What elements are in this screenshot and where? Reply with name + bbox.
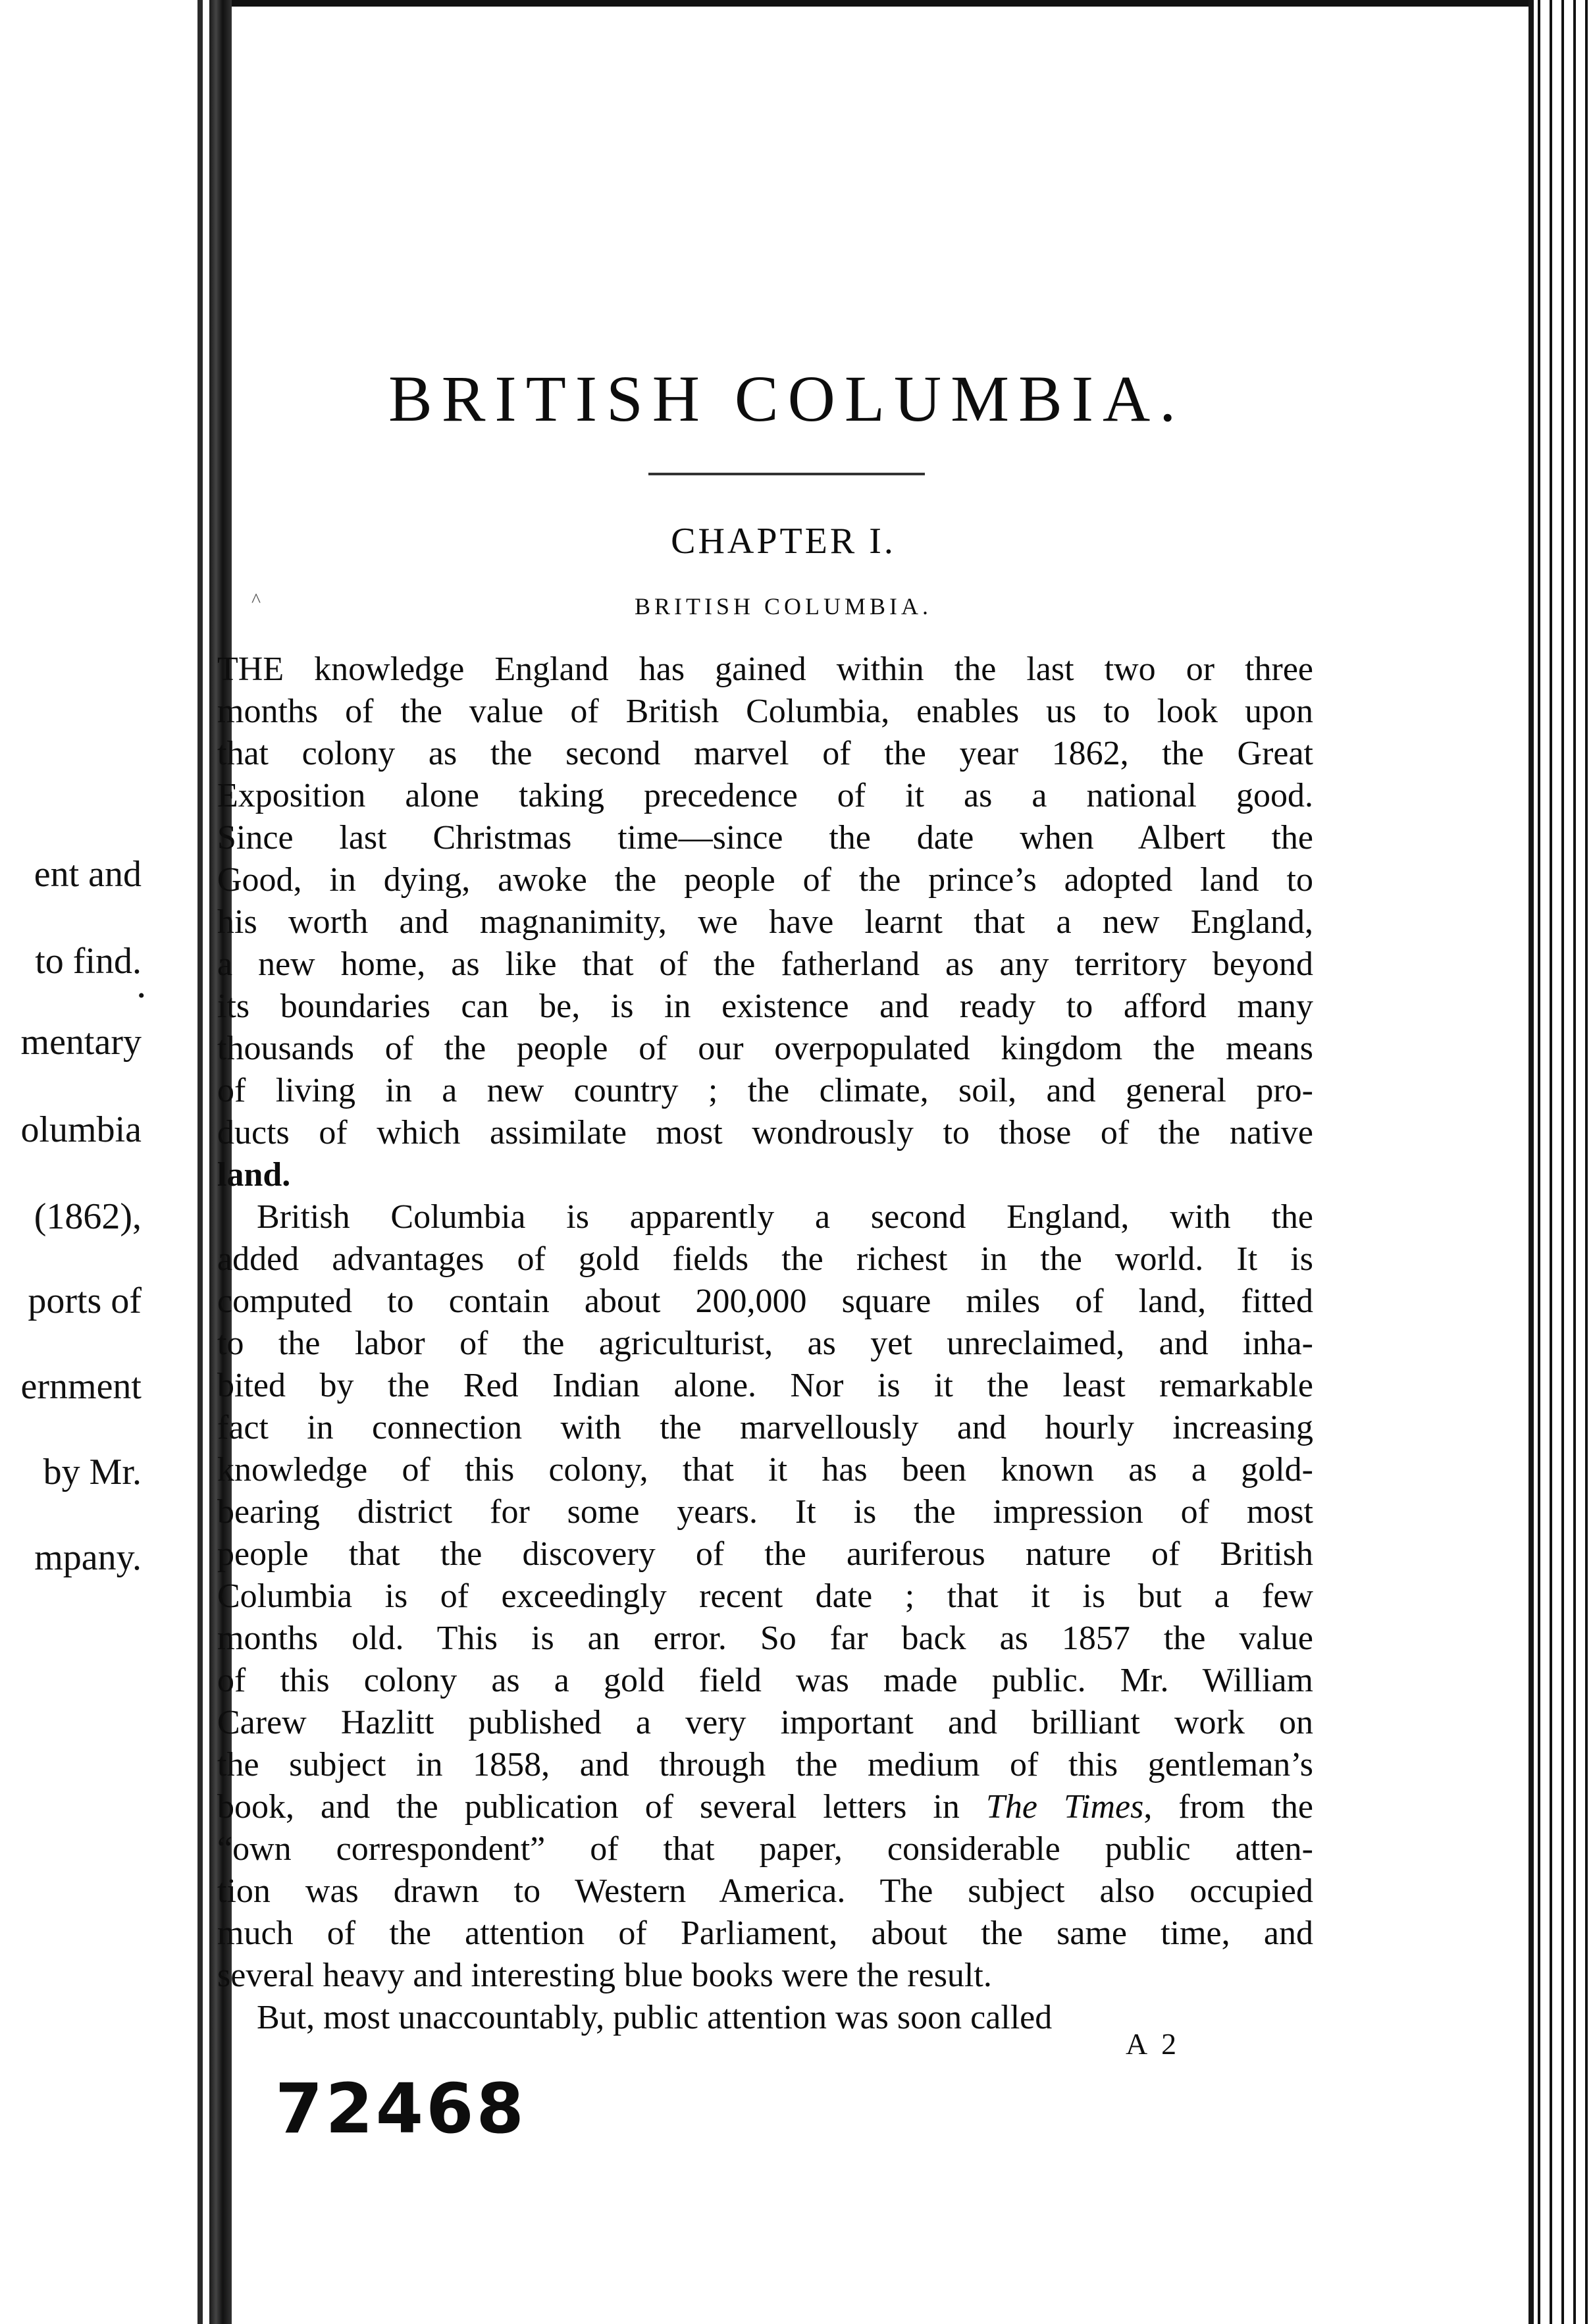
facing-line: mentary xyxy=(20,1022,142,1063)
text-line: THE knowledge England has gained within the last two or three xyxy=(217,650,1313,688)
text-line: thousands of the people of our overpopulated kingdom the means xyxy=(217,1030,1313,1067)
text-line: several heavy and interesting blue books were the result. xyxy=(217,1957,992,1994)
facing-line: ernment xyxy=(20,1366,142,1407)
text-line: Good, in dying, awoke the people of the prince’s adopted land to xyxy=(217,861,1313,899)
facing-line: olumbia xyxy=(20,1109,142,1150)
text-line: fact in connection with the marvellously and hourly increasing xyxy=(217,1409,1313,1446)
paragraph-1 xyxy=(217,648,1313,1196)
paragraph-3-line: But, most unaccountably, public attention was soon called xyxy=(257,1999,1053,2036)
chapter-subheading: BRITISH COLUMBIA. xyxy=(634,593,932,620)
text-line: that colony as the second marvel of the year 1862, the Great xyxy=(217,735,1313,772)
text-line: to the labor of the agriculturist, as yet unreclaimed, and inha- xyxy=(217,1325,1313,1362)
gutter-shadow xyxy=(197,0,203,2324)
text-line: the subject in 1858, and through the medium of this gentleman’s xyxy=(217,1746,1313,1783)
text-line: land. xyxy=(217,1156,291,1194)
page-stack-edge xyxy=(1534,0,1593,2324)
text-line: British Columbia is apparently a second England, with the xyxy=(257,1198,1313,1236)
text-line: Exposition alone taking precedence of it as a national good. xyxy=(217,777,1313,814)
text-line: of living in a new country ; the climate, soil, and general pro- xyxy=(217,1072,1313,1109)
text-line: knowledge of this colony, that it has been known as a gold- xyxy=(217,1451,1313,1489)
text-line: Columbia is of exceedingly recent date ; that it is but a few xyxy=(217,1577,1313,1615)
facing-page xyxy=(0,0,204,2324)
facing-line: by Mr. xyxy=(43,1452,142,1492)
text-line: Since last Christmas time—since the date when Albert the xyxy=(217,819,1313,857)
text-line: much of the attention of Parliament, about the same time, and xyxy=(217,1915,1313,1952)
text-line: its boundaries can be, is in existence and ready to afford many xyxy=(217,988,1313,1025)
page-top-edge xyxy=(232,0,1532,7)
facing-line: mpany. xyxy=(34,1537,142,1578)
text-line: book, and the publication of several letters in The Times, from the xyxy=(217,1788,1313,1826)
text-line: Carew Hazlitt published a very important and brilliant work on xyxy=(217,1704,1313,1741)
chapter-heading: CHAPTER I. xyxy=(671,521,896,562)
facing-stray-mark: • xyxy=(138,985,145,1007)
facing-line: to find. xyxy=(35,941,142,982)
text-line: people that the discovery of the auriferous nature of British xyxy=(217,1535,1313,1573)
text-line: tion was drawn to Western America. The subject also occupied xyxy=(217,1872,1313,1910)
text-line: added advantages of gold fields the richest in the world. It is xyxy=(217,1240,1313,1278)
margin-mark: ^ xyxy=(251,589,261,611)
page-title: BRITISH COLUMBIA. xyxy=(388,362,1186,435)
text-line: a new home, as like that of the fatherland as any territory beyond xyxy=(217,945,1313,983)
facing-line: ent and xyxy=(34,854,142,895)
body-text xyxy=(217,648,1313,2039)
facing-line: (1862), xyxy=(34,1196,142,1237)
text-line: months old. This is an error. So far back as 1857 the value xyxy=(217,1620,1313,1657)
text-line: of this colony as a gold field was made public. Mr. William xyxy=(217,1662,1313,1699)
facing-line: ports of xyxy=(28,1281,142,1321)
handwritten-number: 72468 xyxy=(275,2069,527,2149)
paragraph-2 xyxy=(217,1196,1313,1997)
text-line: computed to contain about 200,000 square miles of land, fitted xyxy=(217,1282,1313,1320)
text-line: “own correspondent” of that paper, considerable public atten- xyxy=(217,1830,1313,1868)
text-line: bited by the Red Indian alone. Nor is it the least remarkable xyxy=(217,1367,1313,1404)
title-rule xyxy=(648,473,925,475)
text-line: his worth and magnanimity, we have learnt that a new England, xyxy=(217,903,1313,941)
text-line: bearing district for some years. It is the impression of most xyxy=(217,1493,1313,1531)
signature-mark: A 2 xyxy=(1126,2027,1181,2061)
text-line: months of the value of British Columbia, enables us to look upon xyxy=(217,693,1313,730)
text-line: ducts of which assimilate most wondrously to those of the native xyxy=(217,1114,1313,1151)
